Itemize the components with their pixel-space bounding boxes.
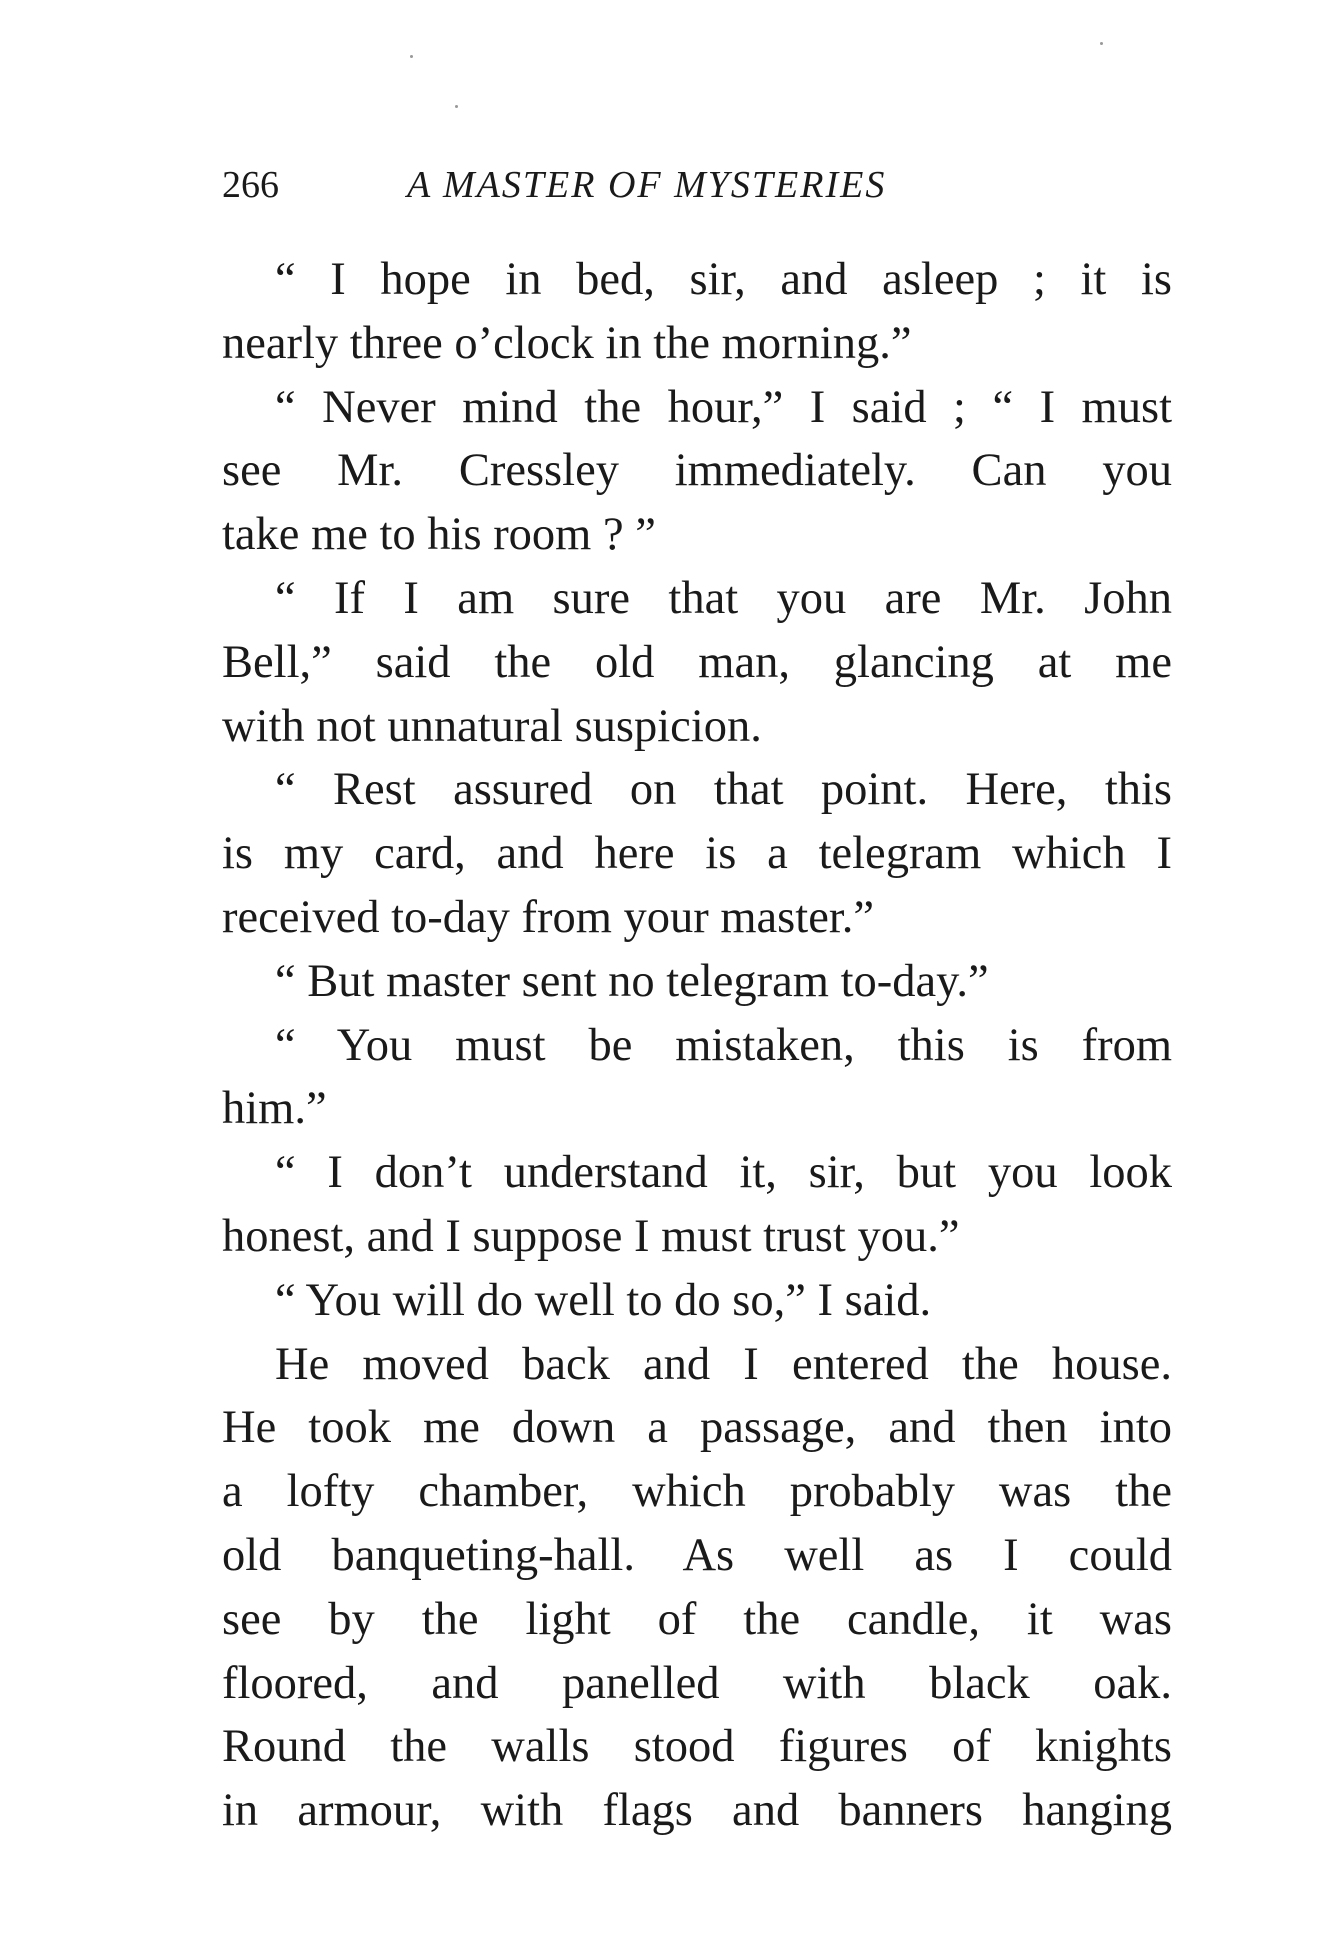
paper-speck [410, 55, 413, 58]
text-line: in armour, with flags and banners hanging [222, 1785, 1172, 1837]
text-line: He moved back and I entered the house. [275, 1338, 1172, 1390]
text-line: Round the walls stood figures of knights [222, 1721, 1172, 1773]
text-line: received to-day from your master.” [222, 891, 875, 943]
text-line: with not unnatural suspicion. [222, 700, 762, 752]
page-number: 266 [222, 164, 279, 206]
body-text [222, 248, 1172, 1843]
text-line: “ You will do well to do so,” I said. [275, 1274, 932, 1326]
running-title: A MASTER OF MYSTERIES [407, 164, 887, 206]
paper-speck [1100, 42, 1103, 45]
text-line: He took me down a passage, and then into [222, 1402, 1172, 1454]
text-line: Bell,” said the old man, glancing at me [222, 636, 1172, 688]
running-head [222, 160, 1172, 210]
text-line: see by the light of the candle, it was [222, 1593, 1172, 1645]
text-line: “ I don’t understand it, sir, but you look [275, 1147, 1172, 1199]
text-line: see Mr. Cressley immediately. Can you [222, 445, 1172, 497]
text-line: floored, and panelled with black oak. [222, 1657, 1172, 1709]
text-line: him.” [222, 1083, 327, 1135]
text-line: nearly three o’clock in the morning.” [222, 317, 912, 369]
text-line: “ Rest assured on that point. Here, this [275, 764, 1172, 816]
text-line: “ You must be mistaken, this is from [275, 1019, 1172, 1071]
text-line: “ If I am sure that you are Mr. John [275, 572, 1172, 624]
text-line: “ But master sent no telegram to-day.” [275, 955, 989, 1007]
text-line: “ Never mind the hour,” I said ; “ I must [275, 381, 1172, 433]
text-line: honest, and I suppose I must trust you.” [222, 1210, 960, 1262]
text-line: old banqueting-hall. As well as I could [222, 1529, 1172, 1581]
text-line: a lofty chamber, which probably was the [222, 1466, 1172, 1518]
text-line: take me to his room ? ” [222, 509, 656, 561]
text-line: “ I hope in bed, sir, and asleep ; it is [275, 254, 1172, 305]
paper-speck [455, 105, 458, 108]
text-line: is my card, and here is a telegram which I [222, 828, 1172, 880]
